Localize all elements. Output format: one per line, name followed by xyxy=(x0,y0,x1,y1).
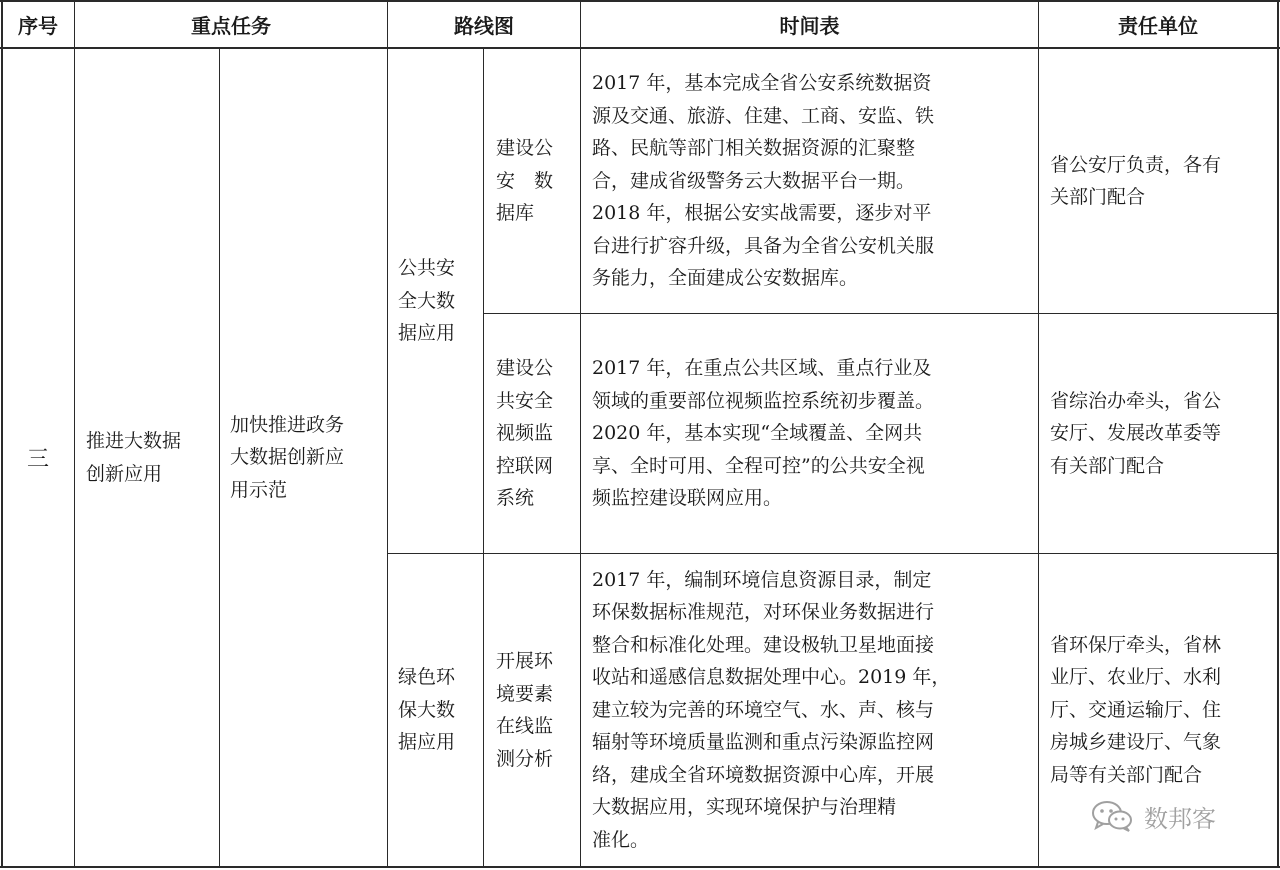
col-divider-1 xyxy=(74,0,75,868)
row-index: 三 xyxy=(26,447,49,472)
border-bottom xyxy=(0,866,1280,868)
responsible-police-database xyxy=(1050,49,1277,313)
task-sub xyxy=(230,49,386,866)
header-index: 序号 xyxy=(18,14,58,38)
wechat-icon xyxy=(1090,799,1134,833)
responsible-text: 省公安厅负责，各有 关部门配合 xyxy=(1050,153,1222,208)
task-sub-text: 加快推进政务 大数据创新应 用示范 xyxy=(230,413,345,501)
group-name: 公共安 全大数 据应用 xyxy=(398,257,456,345)
responsible-text: 省综治办牵头，省公 安厅、发展改革委等 有关部门配合 xyxy=(1050,389,1222,477)
task-main-text: 推进大数据 创新应用 xyxy=(86,430,182,485)
task-main xyxy=(86,49,216,866)
roadmap-item-name: 建设公 共安全 视频监 控联网 系统 xyxy=(496,357,554,510)
col-divider-6 xyxy=(1038,0,1039,868)
border-right xyxy=(1277,0,1279,868)
timeline-text: 2017 年，在重点公共区域、重点行业及 领域的重要部位视频监控系统初步覆盖。 2020 年，基本实现“全域覆盖、全网共 享、全时可用、全程可控”的公共安全视 频监控建设联网应用。 xyxy=(592,357,935,510)
watermark-text: 数邦客 xyxy=(1144,804,1216,833)
responsible-text: 省环保厅牵头，省林 业厅、农业厅、水利 厅、交通运输厅、住 房城乡建设厅、气象 局等有关部门配合 xyxy=(1050,633,1222,786)
roadmap-item-environment-monitoring xyxy=(496,554,579,866)
roadmap-item-name: 开展环 境要素 在线监 测分析 xyxy=(496,650,554,770)
header-responsible: 责任单位 xyxy=(1118,14,1198,38)
col-divider-4 xyxy=(483,48,484,868)
watermark xyxy=(1090,796,1216,836)
col-divider-3 xyxy=(387,0,388,868)
group-name: 绿色环 保大数 据应用 xyxy=(398,666,456,754)
col-divider-5 xyxy=(580,0,581,868)
header-task: 重点任务 xyxy=(191,14,271,38)
timeline-video-surveillance xyxy=(592,314,1037,553)
timeline-text: 2017 年，编制环境信息资源目录，制定 环保数据标准规范，对环保业务数据进行 整合和标准化处理。建设极轨卫星地面接 收站和遥感信息数据处理中心。2019 年， 建立较为完善的环境空气、水、声、核与 辐射等环境质量监测和重点污染源监控网 络，建成全省环境数据资源中心库，开展 大数据应用，实现环境保护与治理精 准化。 xyxy=(592,568,951,851)
responsible-video-surveillance xyxy=(1050,314,1277,553)
group-green-environment xyxy=(398,554,482,866)
header-roadmap: 路线图 xyxy=(454,14,514,38)
timeline-police-database xyxy=(592,49,1037,313)
roadmap-item-video-surveillance xyxy=(496,314,579,553)
timeline-environment-monitoring xyxy=(592,554,1037,866)
roadmap-item-police-database xyxy=(496,49,579,313)
header-timeline: 时间表 xyxy=(779,14,840,38)
group-public-security xyxy=(398,49,482,553)
col-divider-2 xyxy=(219,48,220,868)
timeline-text: 2017 年，基本完成全省公安系统数据资 源及交通、旅游、住建、工商、安监、铁 路、民航等部门相关数据资源的汇聚整 合，建成省级警务云大数据平台一期。 2018 年，根据公安实战需要，逐步对平 台进行扩容升级，具备为全省公安机关服 务能力，全面建成公安数据库。 xyxy=(592,72,935,290)
roadmap-item-name: 建设公 安 数 据库 xyxy=(496,137,554,225)
